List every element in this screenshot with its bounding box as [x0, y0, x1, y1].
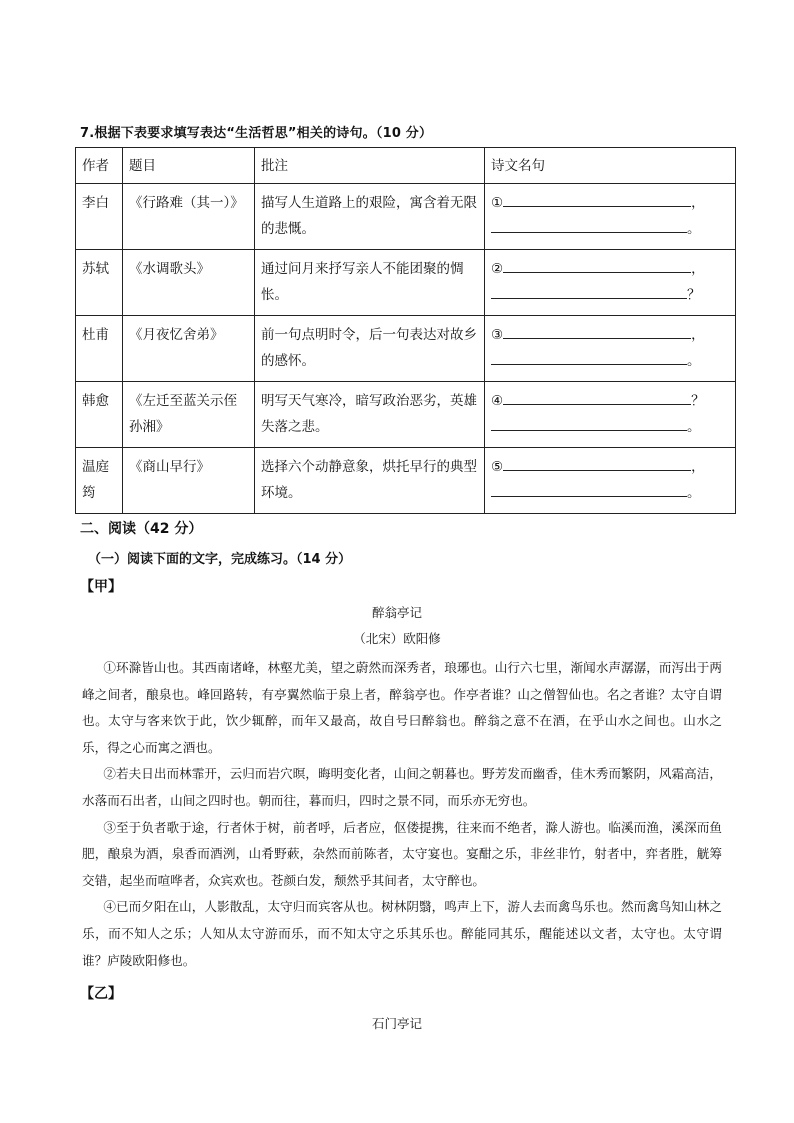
- passage-jia-author: （北宋）欧阳修: [353, 631, 441, 646]
- answer-blank[interactable]: [503, 456, 691, 471]
- answer-number: ②: [491, 261, 504, 277]
- table-row: [76, 184, 736, 250]
- note-cell: 明写天气寒冷，暗写政治恶劣，英雄失落之悲。: [255, 382, 485, 448]
- answer-number: ③: [491, 327, 504, 343]
- answer-number: ④: [491, 393, 504, 409]
- author-cell: 韩愈: [76, 382, 123, 448]
- answer-cell: [485, 250, 736, 316]
- header-title: 题目: [123, 148, 255, 184]
- author-cell: 苏轼: [76, 250, 123, 316]
- answer-blank[interactable]: [503, 324, 691, 339]
- answer-cell: [485, 448, 736, 514]
- title-cell: 《行路难（其一）》: [123, 184, 255, 250]
- answer-cell: [485, 316, 736, 382]
- table-row: [76, 448, 736, 514]
- answer-punct: 。: [687, 419, 701, 435]
- answer-punct: ？: [687, 287, 701, 303]
- paragraph: ②若夫日出而林霏开，云归而岩穴暝，晦明变化者，山间之朝暮也。野芳发而幽香，佳木秀而繁阴，风霜高洁，水落而石出者，山间之四时也。朝而往，暮而归，四时之景不同，而乐亦无穷也。: [82, 766, 722, 808]
- answer-punct: ，: [691, 459, 705, 475]
- title-cell: 《水调歌头》: [123, 250, 255, 316]
- answer-cell: [485, 382, 736, 448]
- subsection-1-heading: （一）阅读下面的文字，完成练习。（14 分）: [88, 552, 352, 567]
- answer-number: ⑤: [491, 459, 504, 475]
- header-verse: 诗文名句: [485, 148, 736, 184]
- answer-punct: ，: [691, 261, 705, 277]
- section-2-heading: 二、阅读（42 分）: [80, 521, 203, 537]
- poem-table: [75, 147, 736, 514]
- passage-jia-title: 醉翁亭记: [371, 605, 422, 620]
- answer-blank[interactable]: [491, 482, 687, 497]
- answer-punct: ，: [691, 195, 705, 211]
- answer-blank[interactable]: [503, 192, 691, 207]
- paragraph: ④已而夕阳在山，人影散乱，太守归而宾客从也。树林阴翳，鸣声上下，游人去而禽鸟乐也。然而禽鸟知山林之乐，而不知人之乐；人知从太守游而乐，而不知太守之乐其乐也。醉能同其乐，醒能述以文者，太守也。太守谓谁？庐陵欧阳修也。: [82, 899, 722, 968]
- author-cell: 杜甫: [76, 316, 123, 382]
- header-author: 作者: [76, 148, 123, 184]
- answer-cell: [485, 184, 736, 250]
- paragraph: ①环滁皆山也。其西南诸峰，林壑尤美，望之蔚然而深秀者，琅琊也。山行六七里，渐闻水声潺潺，而泻出于两峰之间者，酿泉也。峰回路转，有亭翼然临于泉上者，醉翁亭也。作亭者谁？山之僧智仙也。名之者谁？太守自谓也。太守与客来饮于此，饮少辄醉，而年又最高，故自号曰醉翁也。醉翁之意不在酒，在乎山水之间也。山水之乐，得之心而寓之酒也。: [82, 660, 722, 755]
- answer-blank[interactable]: [491, 416, 687, 431]
- answer-blank[interactable]: [503, 390, 691, 405]
- answer-blank[interactable]: [491, 218, 687, 233]
- answer-blank[interactable]: [491, 350, 687, 365]
- table-row: [76, 382, 736, 448]
- passage-jia-body: [82, 655, 722, 974]
- note-cell: 前一句点明时令，后一句表达对故乡的感怀。: [255, 316, 485, 382]
- answer-punct: 。: [687, 221, 701, 237]
- answer-punct: 。: [687, 353, 701, 369]
- title-cell: 《月夜忆舍弟》: [123, 316, 255, 382]
- answer-punct: 。: [687, 485, 701, 501]
- table-row: [76, 316, 736, 382]
- passage-yi-label: 【乙】: [80, 986, 122, 1002]
- note-cell: 通过问月来抒写亲人不能团聚的惆怅。: [255, 250, 485, 316]
- paragraph: ③至于负者歌于途，行者休于树，前者呼，后者应，伛偻提携，往来而不绝者，滁人游也。临溪而渔，溪深而鱼肥，酿泉为酒，泉香而酒洌，山肴野蔌，杂然而前陈者，太守宴也。宴酣之乐，非丝非竹，射者中，弈者胜，觥筹交错，起坐而喧哗者，众宾欢也。苍颜白发，颓然乎其间者，太守醉也。: [82, 819, 722, 888]
- answer-punct: ？: [691, 393, 705, 409]
- author-cell: 温庭筠: [76, 448, 123, 514]
- answer-punct: ，: [691, 327, 705, 343]
- passage-jia-label: 【甲】: [80, 579, 122, 595]
- answer-blank[interactable]: [491, 284, 687, 299]
- title-cell: 《左迁至蓝关示侄孙湘》: [123, 382, 255, 448]
- question-7-prompt: 7.根据下表要求填写表达“生活哲思”相关的诗句。（10 分）: [80, 126, 433, 141]
- answer-blank[interactable]: [503, 258, 691, 273]
- passage-yi-title: 石门亭记: [371, 1016, 422, 1031]
- author-cell: 李白: [76, 184, 123, 250]
- note-cell: 描写人生道路上的艰险，寓含着无限的悲慨。: [255, 184, 485, 250]
- table-row: [76, 250, 736, 316]
- answer-number: ①: [491, 195, 504, 211]
- header-note: 批注: [255, 148, 485, 184]
- table-header-row: [76, 148, 736, 184]
- title-cell: 《商山早行》: [123, 448, 255, 514]
- note-cell: 选择六个动静意象，烘托早行的典型环境。: [255, 448, 485, 514]
